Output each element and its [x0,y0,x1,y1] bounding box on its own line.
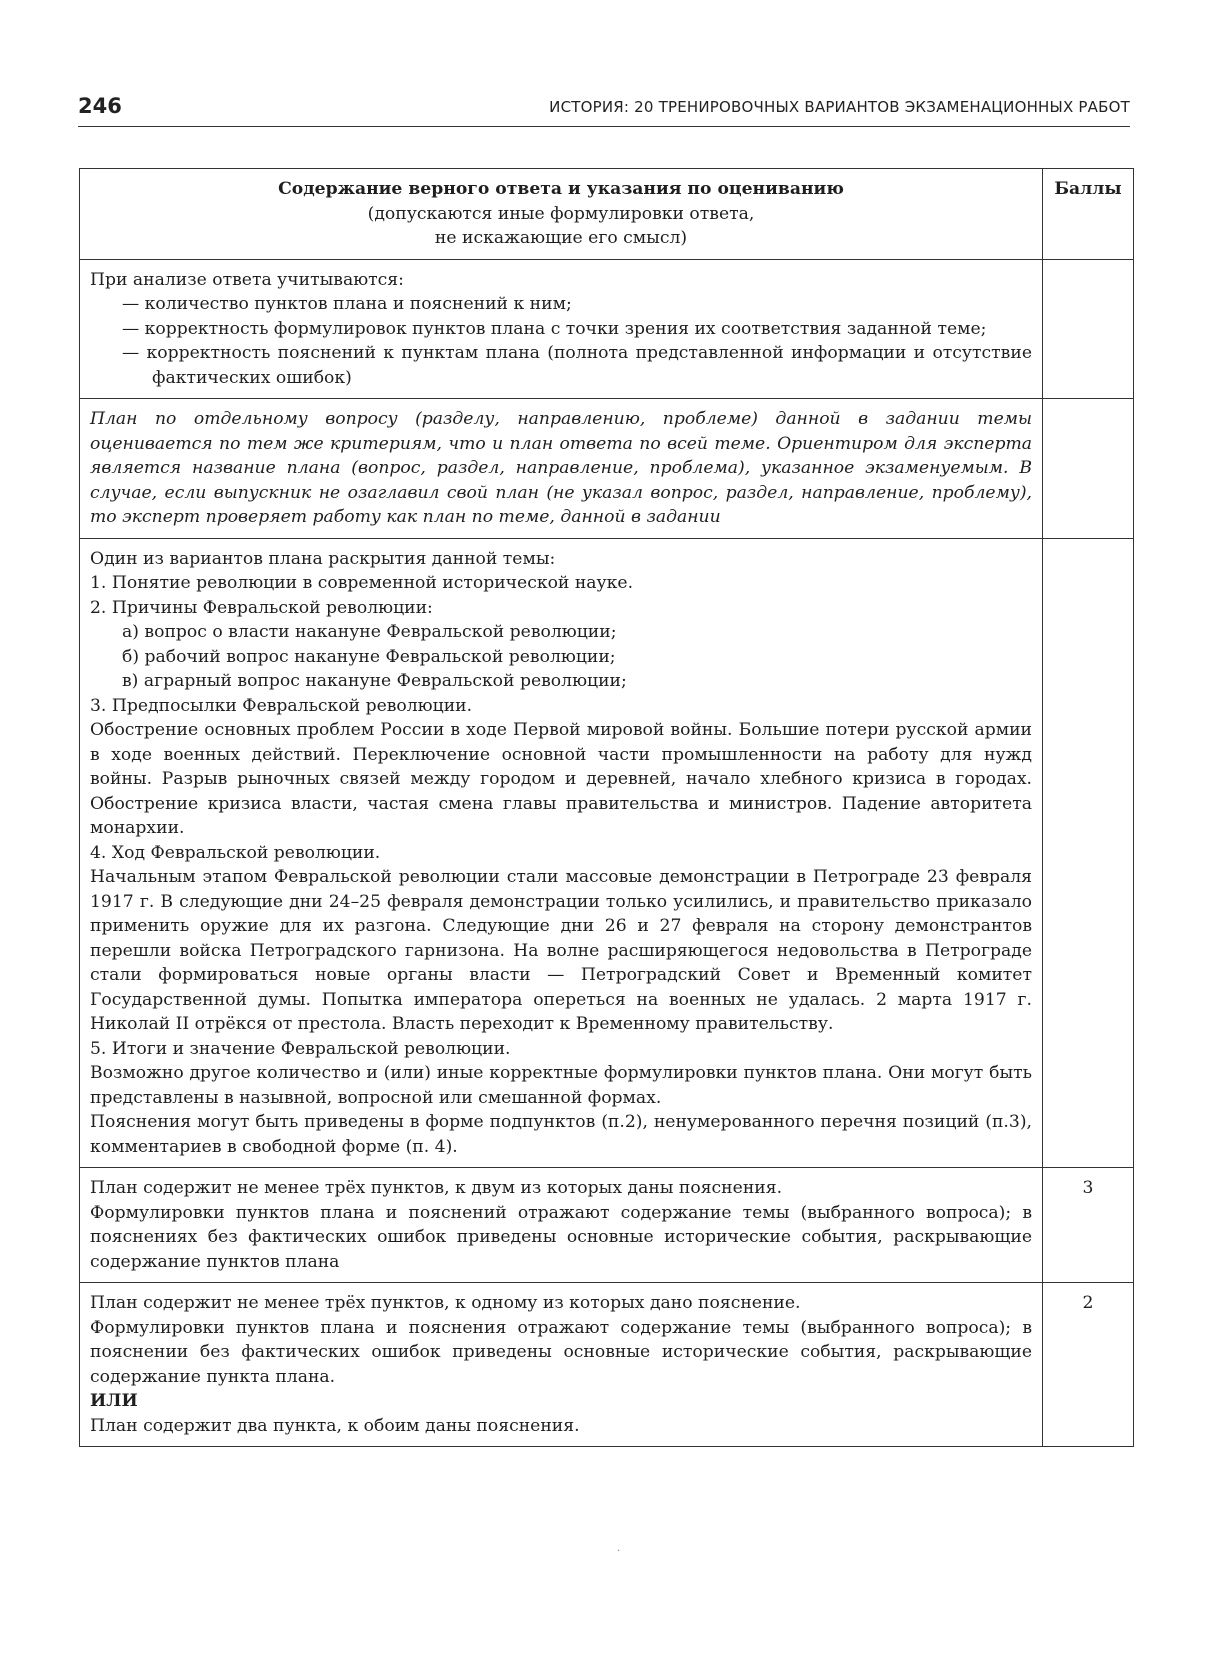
score-3-cell [80,1168,1043,1283]
score-3-row [80,1168,1134,1283]
plan-subitem-b: б) рабочий вопрос накануне Февральской революции; [122,646,616,667]
page-number: 246 [78,94,122,118]
score-3-text: Формулировки пунктов плана и пояснений отражают содержание темы (выбранного вопроса); в пояснениях без фактических ошибок приведены основные исторические события, раскрывающие содержание пунктов плана [90,1202,1032,1272]
plan-points-cell [1043,538,1134,1168]
content-header-cell [80,169,1043,260]
plan-item-5: 5. Итоги и значение Февральской революции. [90,1038,511,1059]
table-header-row [80,169,1134,260]
plan-item-3: 3. Предпосылки Февральской революции. [90,695,473,716]
plan-item-4: 4. Ход Февральской революции. [90,842,381,863]
note-italic-cell: План по отдельному вопросу (разделу, направлению, проблеме) данной в задании темы оценивается по тем же критериям, что и план ответа по всей теме. Ориентиром для эксперта является название плана (вопрос, раздел, направление, проблема), указанное экзаменуемым. В случае, если выпускник не озаглавил свой план (не указал вопрос, раздел, направление, проблему), то эксперт проверяет работу как план по теме, данной в задании [80,399,1043,539]
score-2-line-1: План содержит не менее трёх пунктов, к одному из которых дано пояснение. [90,1293,801,1313]
page-header [78,92,1130,127]
criteria-points-cell [1043,259,1134,399]
criteria-cell [80,259,1043,399]
score-2-points: 2 [1043,1283,1134,1447]
criteria-row [80,259,1134,399]
score-2-alt: План содержит два пункта, к обоим даны пояснения. [90,1415,580,1436]
criteria-item: — количество пунктов плана и пояснений к ним; [122,294,572,314]
criteria-item: — корректность формулировок пунктов плана с точки зрения их соответствия заданной теме; [122,318,987,339]
score-2-text: Формулировки пунктов плана и пояснения отражают содержание темы (выбранного вопроса); в пояснении без фактических ошибок приведены основные исторические события, раскрывающие содержание пункта плана. [90,1317,1032,1387]
score-3-points: 3 [1043,1168,1134,1283]
note-row [80,399,1134,539]
content-header-note-2: не искажающие его смысл) [434,228,688,248]
score-2-or: ИЛИ [90,1391,138,1411]
plan-note-1: Возможно другое количество и (или) иные корректные формулировки пунктов плана. Они могут быть представлены в назывной, вопросной или смешанной формах. [90,1063,1032,1108]
plan-cell [80,538,1043,1168]
running-title: ИСТОРИЯ: 20 ТРЕНИРОВОЧНЫХ ВАРИАНТОВ ЭКЗАМЕНАЦИОННЫХ РАБОТ [549,98,1130,116]
plan-row [80,538,1134,1168]
plan-subitem-a: а) вопрос о власти накануне Февральской революции; [122,622,617,642]
page-footer-dot: · [617,1546,621,1557]
score-2-cell [80,1283,1043,1447]
content-header-title: Содержание верного ответа и указания по оцениванию [278,179,844,199]
plan-item-2: 2. Причины Февральской революции: [90,597,433,618]
plan-item-3-text: Обострение основных проблем России в ходе Первой мировой войны. Большие потери русской армии в ходе военных действий. Переключение основной части промышленности на работу для нужд войны. Разрыв рыночных связей между городом и деревней, начало хлебного кризиса в городах. Обострение кризиса власти, частая смена главы правительства и министров. Падение авторитета монархии. [90,720,1032,838]
plan-subitem-c: в) аграрный вопрос накануне Февральской революции; [122,671,627,691]
plan-note-2: Пояснения могут быть приведены в форме подпунктов (п.2), ненумерованного перечня позиций (п.3), комментариев в свободной форме (п. 4). [90,1112,1032,1157]
points-header-cell: Баллы [1043,169,1134,260]
criteria-intro: При анализе ответа учитываются: [90,269,404,290]
plan-item-4-text: Начальным этапом Февральской революции стали массовые демонстрации в Петрограде 23 февраля 1917 г. В следующие дни 24–25 февраля демонстрации только усилились, и правительство приказало применить оружие для их разгона. Следующие дни 26 и 27 февраля на сторону демонстрантов перешли войска Петроградского гарнизона. На волне расширяющегося недовольства в Петрограде стали формироваться новые органы власти — Петроградский Совет и Временный комитет Государственной думы. Попытка императора опереться на военных не удалась. 2 марта 1917 г. Николай II отрёкся от престола. Власть переходит к Временному правительству. [90,867,1032,1034]
score-3-line-1: План содержит не менее трёх пунктов, к двум из которых даны пояснения. [90,1178,783,1198]
plan-item-1: 1. Понятие революции в современной исторической науке. [90,573,634,593]
grading-table [79,168,1134,1447]
content-header-note-1: (допускаются иные формулировки ответа, [367,203,755,224]
note-points-cell [1043,399,1134,539]
score-2-row [80,1283,1134,1447]
plan-intro: Один из вариантов плана раскрытия данной темы: [90,548,556,569]
criteria-item: — корректность пояснений к пунктам плана (полнота представленной информации и отсутствие фактических ошибок) [122,343,1032,388]
